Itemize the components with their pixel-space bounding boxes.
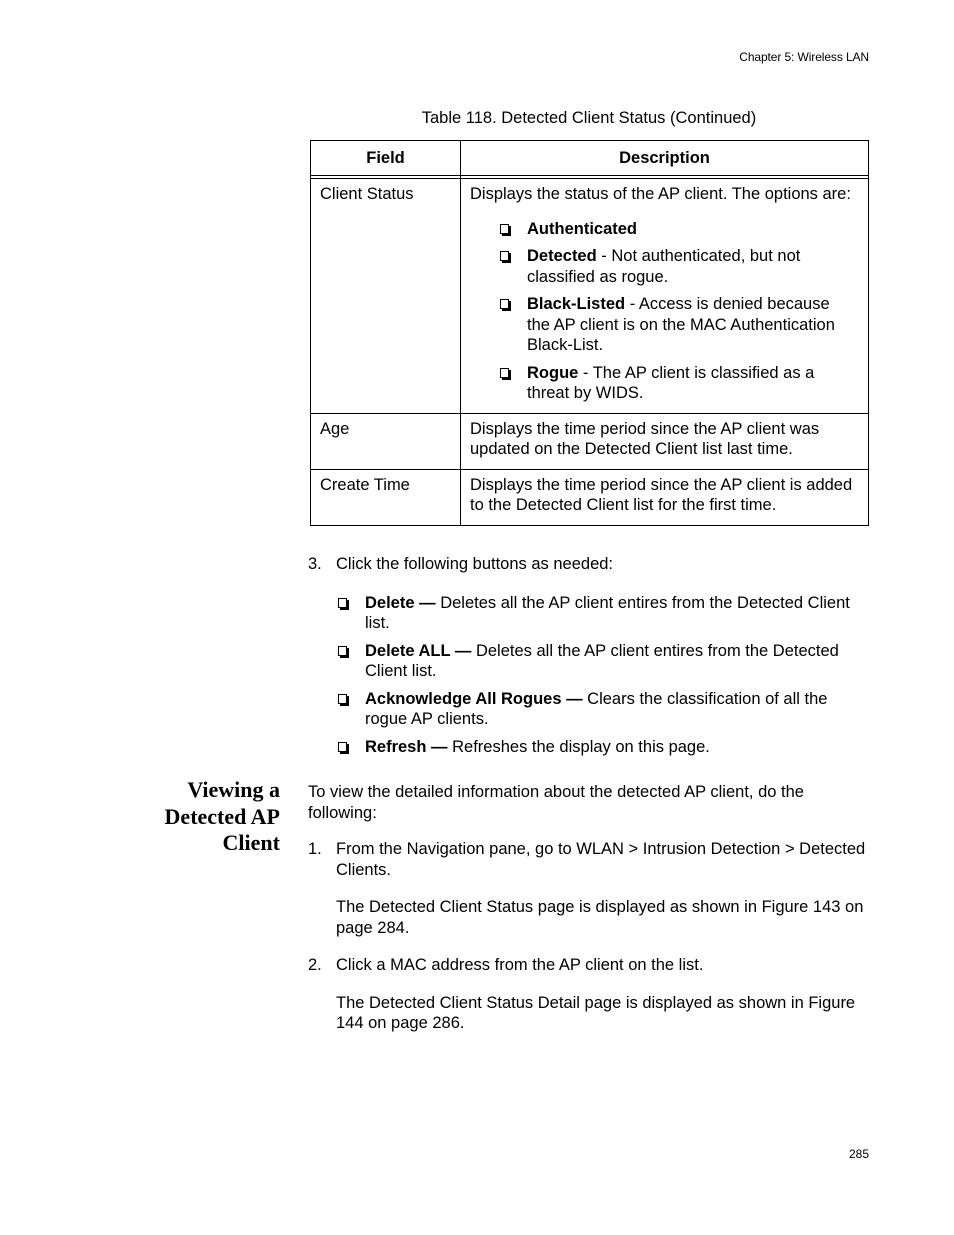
section-intro: To view the detailed information about the detected AP client, do the following: [308, 783, 804, 822]
checkbox-bullet-icon [500, 368, 509, 378]
step-number: 1. [308, 840, 322, 858]
field-cell: Age [311, 413, 461, 469]
button-text: Refreshes the display on this page. [447, 737, 710, 756]
checkbox-bullet-icon [338, 694, 347, 704]
step-3 [308, 554, 873, 764]
option-term: Authenticated [527, 219, 638, 238]
step-2 [308, 955, 873, 1034]
running-header: Chapter 5: Wireless LAN [739, 50, 869, 64]
field-cell: Create Time [311, 469, 461, 525]
checkbox-bullet-icon [500, 251, 509, 261]
button-text: Deletes all the AP client entires from the Detected Client list. [365, 641, 839, 680]
list-item [336, 737, 873, 758]
option-text: - The AP client is classified as a threat by WIDS. [527, 363, 815, 402]
field-cell: Client Status [311, 179, 461, 414]
section-heading [165, 777, 280, 857]
list-item [498, 246, 856, 287]
step-number: 2. [308, 956, 322, 974]
table-row [311, 413, 869, 469]
step-1 [308, 839, 873, 938]
list-item [498, 294, 856, 356]
column-header-description: Description [461, 141, 869, 176]
detected-client-status-table [310, 140, 869, 526]
description-cell [461, 179, 869, 414]
buttons-list [308, 593, 873, 758]
description-text: Displays the status of the AP client. The options are: [470, 185, 851, 203]
list-item [498, 219, 856, 240]
button-term: Delete — [365, 593, 436, 612]
status-options-list [470, 219, 856, 404]
checkbox-bullet-icon [338, 598, 347, 608]
description-cell: Displays the time period since the AP client was updated on the Detected Client list last time. [461, 413, 869, 469]
section-heading-line: Client [222, 830, 280, 855]
column-header-field: Field [311, 141, 461, 176]
list-item [336, 593, 873, 634]
option-term: Rogue [527, 363, 579, 382]
option-text: - Not authenticated, but not classified as rogue. [527, 247, 801, 286]
option-text: - Access is denied because the AP client is on the MAC Authentication Black-List. [527, 295, 835, 354]
list-item [336, 641, 873, 682]
step-text: From the Navigation pane, go to WLAN > Intrusion Detection > Detected Clients. [336, 840, 866, 879]
checkbox-bullet-icon [338, 646, 347, 656]
button-text: Deletes all the AP client entires from the Detected Client list. [365, 593, 850, 632]
section-heading-line: Detected AP [164, 803, 280, 829]
checkbox-bullet-icon [500, 224, 509, 234]
button-term: Refresh — [365, 737, 448, 756]
step-result: The Detected Client Status Detail page is displayed as shown in Figure 144 on page 286. [336, 993, 856, 1032]
step-number: 3. [308, 555, 322, 573]
checkbox-bullet-icon [338, 742, 347, 752]
table-header-row [311, 141, 869, 176]
section-heading-line: Viewing a [187, 777, 280, 802]
table-row [311, 469, 869, 525]
button-term: Acknowledge All Rogues — [365, 689, 583, 708]
step-result: The Detected Client Status page is displayed as shown in Figure 143 on page 284. [336, 898, 864, 937]
option-term: Detected [527, 247, 597, 265]
option-term: Black-Listed [527, 295, 626, 313]
list-item [336, 689, 873, 730]
list-item [498, 363, 856, 404]
table-row [311, 179, 869, 414]
button-term: Delete ALL — [365, 641, 472, 660]
button-text: Clears the classification of all the rogue AP clients. [365, 689, 828, 728]
step-text: Click the following buttons as needed: [336, 555, 614, 573]
checkbox-bullet-icon [500, 299, 509, 309]
description-cell: Displays the time period since the AP client is added to the Detected Client list for the first time. [461, 469, 869, 525]
step-text: Click a MAC address from the AP client on the list. [336, 956, 704, 974]
table-caption: Table 118. Detected Client Status (Continued) [421, 109, 757, 127]
page-number: 285 [848, 1147, 869, 1161]
